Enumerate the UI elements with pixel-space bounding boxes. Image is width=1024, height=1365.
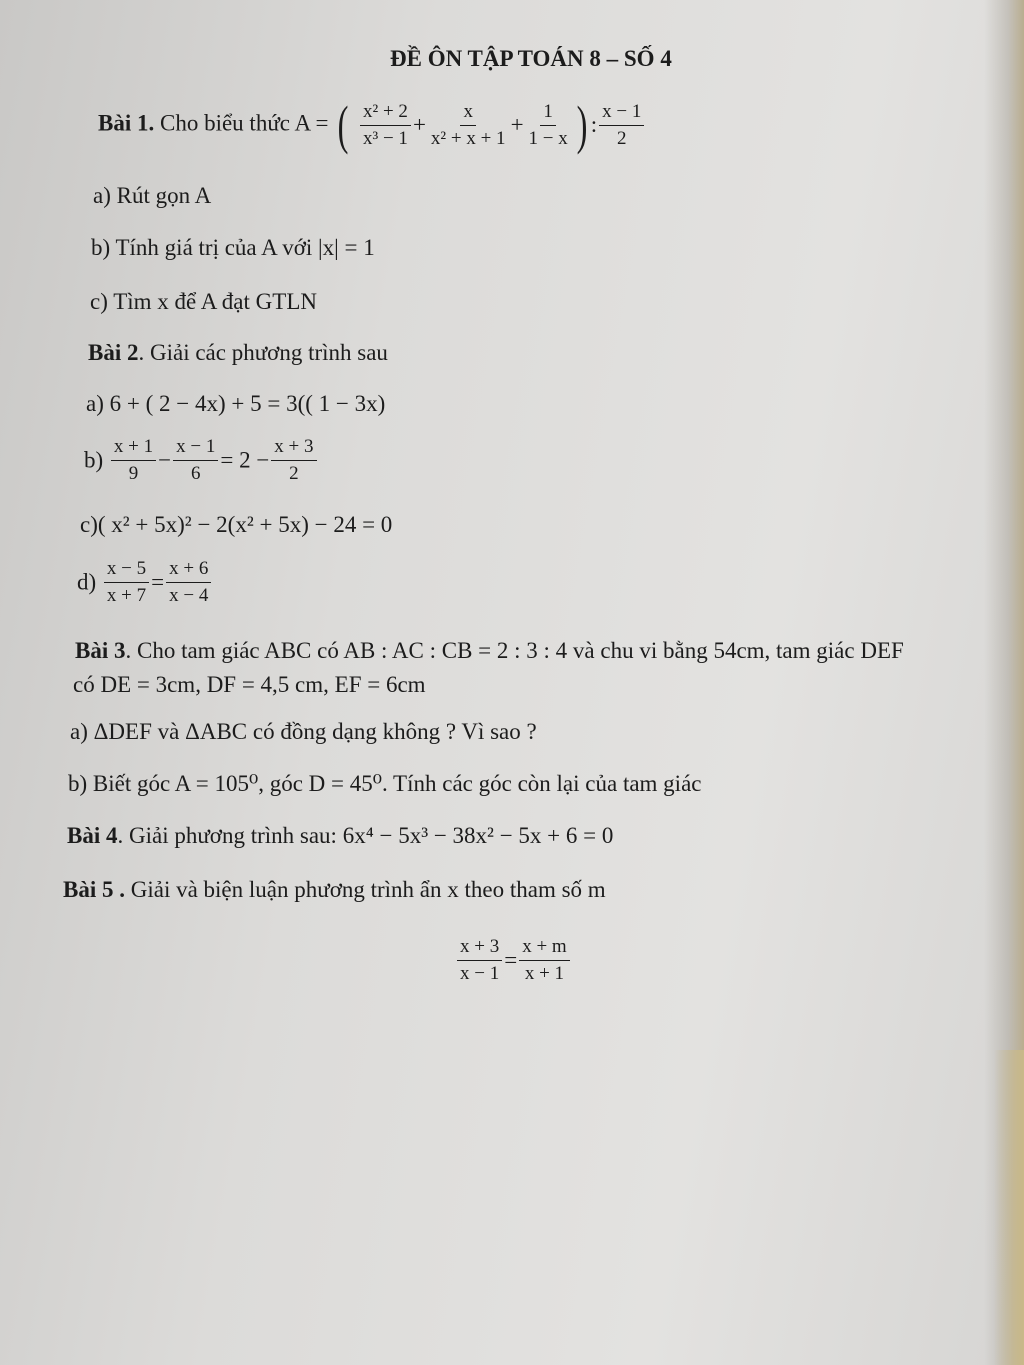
bai1-part-a: a) Rút gọn A bbox=[93, 183, 212, 208]
bai2d-fraction-2: $\frac{x + 6}{x - 4}$ bbox=[166, 558, 211, 607]
close-paren: ) bbox=[576, 95, 588, 155]
bai2-text: . Giải các phương trình sau bbox=[138, 340, 388, 365]
bai1-fraction-1: $\frac{\text{x² + 2}}{\text{x³ − 1}}$ bbox=[360, 101, 411, 150]
bai5-line: Bài 5 . Giải và biện luận phương trình ẩn x theo tham số m bbox=[63, 877, 606, 902]
bai2b-fraction-3: $\frac{x + 3}{2}$ bbox=[271, 436, 316, 485]
bai2-part-b: b) $\frac{x + 1}{9}$ − $\frac{x - 1}{6}$ = 2 − $\frac{x + 3}{2}$ bbox=[84, 436, 319, 485]
bai1-line: Bài 1. Cho biểu thức A = ( $\frac{\text{x² + 2}}{\text{x³ − 1}}$ + $\frac{x}{\text{x² + x + 1}}$ + $\frac{1}{1 - x}$ ) : $\frac{x - 1}{2}$ bbox=[98, 98, 646, 152]
bai2b-fraction-2: $\frac{x - 1}{6}$ bbox=[173, 436, 218, 485]
bai3-line2: có DE = 3cm, DF = 4,5 cm, EF = 6cm bbox=[73, 672, 426, 697]
bai2-part-c: c)( x² + 5x)² − 2(x² + 5x) − 24 = 0 bbox=[80, 512, 393, 537]
bai2-part-d: d) $\frac{x - 5}{x + 7}$ = $\frac{x + 6}{x - 4}$ bbox=[77, 558, 213, 607]
bai5-equation: $\frac{x + 3}{x - 1}$ = $\frac{x + m}{x + 1}$ bbox=[455, 936, 572, 985]
bai1-fraction-4: $\frac{x - 1}{2}$ bbox=[599, 101, 644, 150]
bai5-fraction-2: $\frac{x + m}{x + 1}$ bbox=[519, 936, 570, 985]
bai3-part-a: a) ΔDEF và ΔABC có đồng dạng không ? Vì sao ? bbox=[70, 719, 537, 744]
bai4-line: Bài 4. Giải phương trình sau: 6x⁴ − 5x³ − 38x² − 5x + 6 = 0 bbox=[67, 823, 614, 848]
table-surface bbox=[994, 1050, 1024, 1365]
bai2-heading bbox=[88, 340, 388, 366]
bai5-fraction-1: $\frac{x + 3}{x - 1}$ bbox=[457, 936, 502, 985]
bai2-label: Bài 2 bbox=[88, 340, 139, 365]
bai1-fraction-2: $\frac{x}{\text{x² + x + 1}}$ bbox=[430, 100, 506, 149]
bai3-label: Bài 3 bbox=[75, 638, 126, 663]
bai1-label: Bài 1. bbox=[98, 110, 155, 136]
bai3-part-b: b) Biết góc A = 105⁰, góc D = 45⁰. Tính các góc còn lại của tam giác bbox=[68, 771, 702, 796]
bai1-fraction-3: $\frac{1}{1 - x}$ bbox=[528, 100, 568, 149]
bai1-part-b: b) Tính giá trị của A với |x| = 1 bbox=[91, 235, 375, 260]
bai1-part-c: c) Tìm x để A đạt GTLN bbox=[90, 289, 317, 314]
bai1-text: Cho biểu thức A = bbox=[159, 110, 329, 136]
bai2d-fraction-1: $\frac{x - 5}{x + 7}$ bbox=[104, 558, 149, 607]
open-paren: ( bbox=[337, 95, 349, 155]
page-title: ĐỀ ÔN TẬP TOÁN 8 – SỐ 4 bbox=[390, 46, 672, 71]
bai2-part-a: a) 6 + ( 2 − 4x) + 5 = 3(( 1 − 3x) bbox=[86, 391, 386, 416]
bai5-label: Bài 5 . bbox=[63, 877, 125, 902]
bai4-label: Bài 4 bbox=[67, 823, 118, 848]
bai3-line1: Bài 3. Cho tam giác ABC có AB : AC : CB = 2 : 3 : 4 và chu vi bằng 54cm, tam giác DEF bbox=[75, 638, 904, 663]
bai2b-fraction-1: $\frac{x + 1}{9}$ bbox=[111, 436, 156, 485]
